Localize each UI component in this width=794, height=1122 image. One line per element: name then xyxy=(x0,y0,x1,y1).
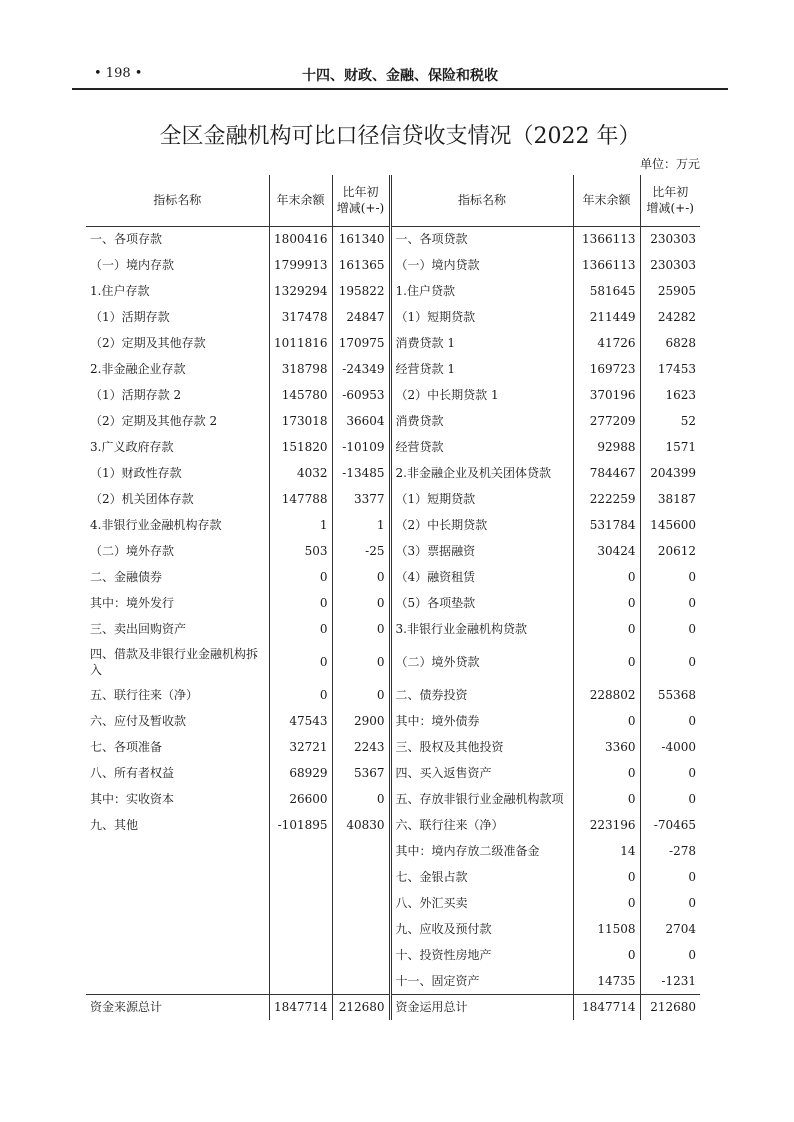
cell-left-change: 1 xyxy=(332,512,390,538)
cell-left-balance: 0 xyxy=(269,682,332,708)
cell-left-name: （2）机关团体存款 xyxy=(86,486,269,512)
cell-right-change: -1231 xyxy=(661,973,696,988)
cell-right-change: 0 xyxy=(688,655,696,669)
cell-left-balance: 0 xyxy=(269,642,332,682)
cell-left-change: 195822 xyxy=(332,278,390,304)
table-title: 全区金融机构可比口径信贷收支情况（2022 年） xyxy=(159,124,641,149)
table-body xyxy=(86,226,700,1020)
cell-left-change: -24349 xyxy=(332,356,390,382)
cell-right-name: 三、股权及其他投资 xyxy=(390,734,573,760)
cell-right-change: 212680 xyxy=(640,994,700,1020)
cell-left-balance: 1800416 xyxy=(269,226,332,252)
table-row xyxy=(86,760,700,786)
cell-right-name: （1）短期贷款 xyxy=(390,486,573,512)
cell-left-change: 161340 xyxy=(332,226,390,252)
cell-right-balance: 1366113 xyxy=(573,226,640,252)
cell-right-balance: 92988 xyxy=(573,434,640,460)
cell-right-balance: 581645 xyxy=(573,278,640,304)
cell-right-name: 十一、固定资产 xyxy=(390,968,573,994)
cell-left-balance: 26600 xyxy=(269,786,332,812)
cell-left-change: 0 xyxy=(332,682,390,708)
cell-right-balance: 0 xyxy=(573,616,640,642)
cell-left-balance xyxy=(269,942,332,968)
cell-right-balance: 30424 xyxy=(573,538,640,564)
cell-right-name: 其中：境内存放二级准备金 xyxy=(390,838,573,864)
table-row xyxy=(86,538,700,564)
table-row xyxy=(86,968,700,994)
cell-right-name: 四、买入返售资产 xyxy=(390,760,573,786)
cell-left-change: 3377 xyxy=(332,486,390,512)
header-change-right-line2: 增减(+-) xyxy=(646,201,694,216)
cell-left-balance: 317478 xyxy=(269,304,332,330)
cell-right-change: 230303 xyxy=(650,258,696,272)
cell-left-name: 其中：实收资本 xyxy=(86,786,269,812)
cell-left-balance: 4032 xyxy=(269,460,332,486)
cell-right-balance: 0 xyxy=(573,642,640,682)
cell-right-balance: 0 xyxy=(573,890,640,916)
cell-left-balance: 68929 xyxy=(269,760,332,786)
cell-left-name: （2）定期及其他存款 2 xyxy=(86,408,269,434)
cell-left-change: -60953 xyxy=(332,382,390,408)
cell-right-change: 24282 xyxy=(657,310,696,324)
cell-left-balance xyxy=(269,890,332,916)
table-row xyxy=(86,512,700,538)
header-balance-right: 年末余额 xyxy=(573,175,640,226)
header-change-right xyxy=(640,175,700,226)
cell-left-balance xyxy=(269,916,332,942)
cell-left-balance xyxy=(269,838,332,864)
table-row xyxy=(86,642,700,682)
cell-right-name: （2）中长期贷款 xyxy=(390,512,573,538)
header-rule xyxy=(72,88,728,90)
cell-right-balance: 222259 xyxy=(573,486,640,512)
cell-left-balance: 318798 xyxy=(269,356,332,382)
cell-left-name: 二、金融债券 xyxy=(86,564,269,590)
cell-right-balance: 223196 xyxy=(573,812,640,838)
cell-left-change xyxy=(332,916,390,942)
cell-left-change: 0 xyxy=(332,564,390,590)
table-row xyxy=(86,304,700,330)
cell-right-name: 2.非金融企业及机关团体贷款 xyxy=(390,460,573,486)
cell-left-name: 其中：境外发行 xyxy=(86,590,269,616)
cell-left-change: 2900 xyxy=(332,708,390,734)
cell-left-balance: 503 xyxy=(269,538,332,564)
cell-left-name: （1）活期存款 xyxy=(86,304,269,330)
cell-left-name xyxy=(86,838,269,864)
cell-right-change: 0 xyxy=(688,948,696,962)
cell-right-name: （一）境内贷款 xyxy=(390,252,573,278)
table-header-row xyxy=(86,175,700,226)
cell-left-change: 36604 xyxy=(332,408,390,434)
table-row xyxy=(86,942,700,968)
cell-left-balance: 32721 xyxy=(269,734,332,760)
cell-left-balance xyxy=(269,968,332,994)
cell-right-name: 七、金银占款 xyxy=(390,864,573,890)
cell-left-balance: 0 xyxy=(269,564,332,590)
header-name-right: 指标名称 xyxy=(390,175,573,226)
cell-left-change: 0 xyxy=(332,786,390,812)
cell-right-change: 1571 xyxy=(665,440,696,454)
cell-right-change: 0 xyxy=(688,622,696,636)
cell-right-balance: 531784 xyxy=(573,512,640,538)
cell-right-change: 52 xyxy=(680,414,696,428)
cell-right-change: 204399 xyxy=(650,466,696,480)
cell-right-change: -4000 xyxy=(661,740,696,754)
header-change-left-line2: 增减(+-) xyxy=(336,201,385,216)
cell-left-change: -25 xyxy=(332,538,390,564)
cell-left-change: 40830 xyxy=(332,812,390,838)
header-name-left: 指标名称 xyxy=(86,175,269,226)
cell-left-name: 六、应付及暂收款 xyxy=(86,708,269,734)
cell-left-name: 五、联行往来（净） xyxy=(86,682,269,708)
cell-left-balance: 0 xyxy=(269,590,332,616)
cell-right-change: 0 xyxy=(688,870,696,884)
cell-left-change: 161365 xyxy=(332,252,390,278)
cell-right-name: 九、应收及预付款 xyxy=(390,916,573,942)
cell-left-change: 212680 xyxy=(332,994,390,1020)
cell-left-name: 七、各项准备 xyxy=(86,734,269,760)
cell-left-balance: 147788 xyxy=(269,486,332,512)
cell-right-balance: 1847714 xyxy=(573,994,640,1020)
cell-left-balance: 1011816 xyxy=(269,330,332,356)
cell-right-balance: 211449 xyxy=(573,304,640,330)
cell-left-balance: 151820 xyxy=(269,434,332,460)
cell-right-change: -278 xyxy=(669,844,696,858)
header-balance-left: 年末余额 xyxy=(269,175,332,226)
cell-right-name: 五、存放非银行业金融机构款项 xyxy=(390,786,573,812)
cell-right-change: 6828 xyxy=(665,336,696,350)
cell-left-name: （1）活期存款 2 xyxy=(86,382,269,408)
table-row xyxy=(86,590,700,616)
cell-right-balance: 0 xyxy=(573,760,640,786)
cell-left-change: 0 xyxy=(332,642,390,682)
table-row xyxy=(86,226,700,252)
table-row xyxy=(86,786,700,812)
cell-right-name: （二）境外贷款 xyxy=(390,642,573,682)
cell-left-balance: 1799913 xyxy=(269,252,332,278)
cell-right-name: 其中：境外债券 xyxy=(390,708,573,734)
cell-left-balance: 145780 xyxy=(269,382,332,408)
cell-right-name: 资金运用总计 xyxy=(390,994,573,1020)
table-row xyxy=(86,890,700,916)
cell-right-change: 25905 xyxy=(657,284,696,298)
cell-left-change xyxy=(332,968,390,994)
page-number: • 198 • xyxy=(94,66,143,81)
cell-left-change: -10109 xyxy=(332,434,390,460)
cell-right-balance: 14 xyxy=(573,838,640,864)
cell-right-change: 145600 xyxy=(650,518,696,532)
cell-right-change: 0 xyxy=(688,792,696,806)
cell-right-name: 八、外汇买卖 xyxy=(390,890,573,916)
header-change-left xyxy=(332,175,390,226)
cell-right-balance: 41726 xyxy=(573,330,640,356)
table-row xyxy=(86,812,700,838)
cell-left-balance xyxy=(269,864,332,890)
cell-right-name: 消费贷款 xyxy=(390,408,573,434)
cell-right-change: -70465 xyxy=(653,818,696,832)
cell-left-name: 一、各项存款 xyxy=(86,226,269,252)
cell-left-balance: 173018 xyxy=(269,408,332,434)
cell-right-balance: 0 xyxy=(573,864,640,890)
cell-right-change: 38187 xyxy=(657,492,696,506)
cell-right-change: 230303 xyxy=(650,232,696,247)
cell-left-change: 170975 xyxy=(332,330,390,356)
header-change-right-line1: 比年初 xyxy=(652,185,689,200)
cell-left-name: 2.非金融企业存款 xyxy=(86,356,269,382)
credit-table xyxy=(86,175,700,1020)
table-row xyxy=(86,616,700,642)
cell-left-change: 24847 xyxy=(332,304,390,330)
cell-left-change xyxy=(332,838,390,864)
cell-left-name xyxy=(86,968,269,994)
cell-left-name: 资金来源总计 xyxy=(86,994,269,1020)
table-row xyxy=(86,708,700,734)
cell-left-name xyxy=(86,890,269,916)
cell-right-change: 0 xyxy=(688,896,696,910)
cell-right-change: 55368 xyxy=(657,688,696,702)
cell-right-change: 0 xyxy=(688,570,696,584)
cell-right-balance: 0 xyxy=(573,786,640,812)
cell-right-name: 经营贷款 xyxy=(390,434,573,460)
table-row xyxy=(86,682,700,708)
cell-right-name: 六、联行往来（净） xyxy=(390,812,573,838)
cell-right-balance: 11508 xyxy=(573,916,640,942)
table-row xyxy=(86,734,700,760)
cell-right-balance: 228802 xyxy=(573,682,640,708)
table-row xyxy=(86,252,700,278)
table-row xyxy=(86,434,700,460)
cell-right-change: 1623 xyxy=(665,388,696,402)
cell-right-name: （5）各项垫款 xyxy=(390,590,573,616)
table-row xyxy=(86,460,700,486)
cell-right-balance: 0 xyxy=(573,564,640,590)
cell-left-balance: 1329294 xyxy=(269,278,332,304)
table-row xyxy=(86,838,700,864)
cell-left-name: （一）境内存款 xyxy=(86,252,269,278)
unit-label: 单位：万元 xyxy=(639,157,700,171)
cell-right-name: （4）融资租赁 xyxy=(390,564,573,590)
cell-right-balance: 277209 xyxy=(573,408,640,434)
table-row xyxy=(86,486,700,512)
cell-left-change: 0 xyxy=(332,590,390,616)
cell-left-balance: 0 xyxy=(269,616,332,642)
cell-right-balance: 0 xyxy=(573,708,640,734)
cell-right-change: 17453 xyxy=(657,362,696,376)
cell-right-name: 3.非银行业金融机构贷款 xyxy=(390,616,573,642)
cell-right-balance: 14735 xyxy=(573,968,640,994)
cell-right-name: 经营贷款 1 xyxy=(390,356,573,382)
table-row xyxy=(86,330,700,356)
cell-right-change: 0 xyxy=(688,766,696,780)
cell-right-name: 一、各项贷款 xyxy=(390,226,573,252)
cell-left-change xyxy=(332,864,390,890)
cell-right-name: 消费贷款 1 xyxy=(390,330,573,356)
cell-left-name: 八、所有者权益 xyxy=(86,760,269,786)
header-change-left-line1: 比年初 xyxy=(342,185,379,200)
cell-left-name xyxy=(86,942,269,968)
cell-left-name: 3.广义政府存款 xyxy=(86,434,269,460)
total-row xyxy=(86,994,700,1020)
cell-right-balance: 784467 xyxy=(573,460,640,486)
cell-left-change: 5367 xyxy=(332,760,390,786)
cell-right-name: 二、债券投资 xyxy=(390,682,573,708)
chapter-title: 十四、财政、金融、保险和税收 xyxy=(302,68,498,84)
table-row xyxy=(86,864,700,890)
cell-left-change xyxy=(332,942,390,968)
cell-left-name xyxy=(86,916,269,942)
cell-right-name: （3）票据融资 xyxy=(390,538,573,564)
cell-left-balance: 47543 xyxy=(269,708,332,734)
cell-left-balance: 1 xyxy=(269,512,332,538)
table-row xyxy=(86,356,700,382)
cell-right-balance: 370196 xyxy=(573,382,640,408)
cell-right-change: 0 xyxy=(688,714,696,728)
cell-right-balance: 0 xyxy=(573,590,640,616)
cell-left-name: 三、卖出回购资产 xyxy=(86,616,269,642)
cell-left-name: 九、其他 xyxy=(86,812,269,838)
cell-right-balance: 3360 xyxy=(573,734,640,760)
table-row xyxy=(86,278,700,304)
table-row xyxy=(86,382,700,408)
cell-left-name: （1）财政性存款 xyxy=(86,460,269,486)
table-row xyxy=(86,564,700,590)
table-row xyxy=(86,408,700,434)
cell-left-balance: 1847714 xyxy=(269,994,332,1020)
cell-right-balance: 1366113 xyxy=(573,252,640,278)
cell-right-name: （1）短期贷款 xyxy=(390,304,573,330)
cell-left-name: 1.住户存款 xyxy=(86,278,269,304)
cell-right-name: （2）中长期贷款 1 xyxy=(390,382,573,408)
cell-right-change: 0 xyxy=(688,596,696,610)
cell-right-balance: 0 xyxy=(573,942,640,968)
cell-right-change: 20612 xyxy=(657,544,696,558)
table-row xyxy=(86,916,700,942)
cell-left-change: 2243 xyxy=(332,734,390,760)
cell-right-change: 2704 xyxy=(665,922,696,936)
cell-left-name xyxy=(86,864,269,890)
cell-left-name: （二）境外存款 xyxy=(86,538,269,564)
cell-left-change xyxy=(332,890,390,916)
cell-left-name: 4.非银行业金融机构存款 xyxy=(86,512,269,538)
cell-left-change: -13485 xyxy=(332,460,390,486)
cell-right-name: 十、投资性房地产 xyxy=(390,942,573,968)
cell-left-name: 四、借款及非银行业金融机构拆入 xyxy=(86,642,269,682)
cell-left-change: 0 xyxy=(332,616,390,642)
cell-right-balance: 169723 xyxy=(573,356,640,382)
cell-left-name: （2）定期及其他存款 xyxy=(86,330,269,356)
running-header xyxy=(72,64,728,88)
cell-right-name: 1.住户贷款 xyxy=(390,278,573,304)
cell-left-balance: -101895 xyxy=(269,812,332,838)
